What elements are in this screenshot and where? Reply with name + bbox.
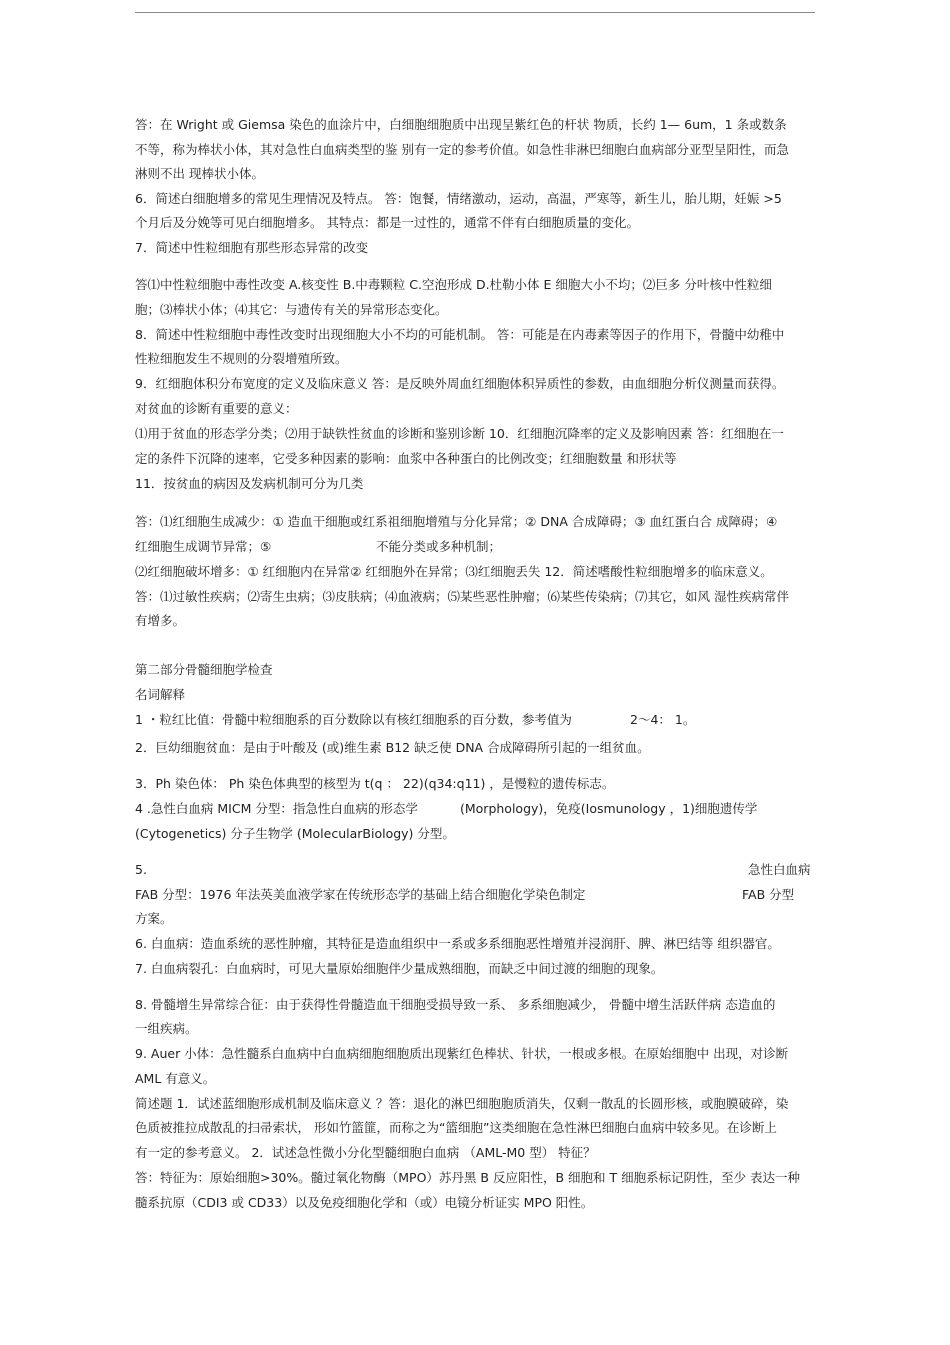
text-line: AML 有意义。 bbox=[135, 1071, 216, 1086]
text-line: 11．按贫血的病因及发病机制可分为几类 bbox=[135, 476, 364, 491]
text-line: 名词解释 bbox=[135, 687, 186, 702]
text-line: 有增多。 bbox=[135, 613, 186, 628]
text-fragment: 不能分类或多种机制； bbox=[376, 539, 502, 554]
header-rule bbox=[135, 12, 815, 13]
text-line: 2．巨幼细胞贫血：是由于叶酸及 (或)维生素 B12 缺乏使 DNA 合成障碍所引起的一组贫血。 bbox=[135, 740, 650, 755]
text-line: 色质被推拉成散乱的扫帚索状， 形如竹篮篚，而称之为“篮细胞”这类细胞在急性淋巴细胞白血病中较多见。在诊断上 bbox=[135, 1120, 777, 1135]
text-line: 髓系抗原（CDI3 或 CD33）以及免疫细胞化学和（或）电镜分析证实 MPO 阳性。 bbox=[135, 1195, 594, 1210]
text-line: (Cytogenetics) 分子生物学 (MolecularBiology) 分型。 bbox=[135, 826, 455, 841]
text-line: 答：特征为：原始细胞>30%。髓过氧化物酶（MPO）苏丹黑 B 反应阳性，B 细胞和 T 细胞系标记阴性，至少 表达一种 bbox=[135, 1170, 801, 1185]
text-fragment: 急性白血病 bbox=[748, 862, 811, 877]
text-line: ⑵红细胞破坏增多：① 红细胞内在异常② 红细胞外在异常；⑶红细胞丢失 12．简述嗜酸性粒细胞增多的临床意义。 bbox=[135, 564, 773, 579]
text-line: 答⑴中性粒细胞中毒性改变 A.核变性 B.中毒颗粒 C.空泡形成 D.杜勒小体 E 细胞大小不均；⑵巨多 分叶核中性粒细 bbox=[135, 277, 772, 292]
text-line: 8. 骨髓增生异常综合征：由于获得性骨髓造血干细胞受损导致一系、 多系细胞减少， 骨髓中增生活跃伴病 态造血的 bbox=[135, 997, 776, 1012]
text-line: 对贫血的诊断有重要的意义： bbox=[135, 401, 298, 416]
text-fragment: (Morphology)，免疫(Iosmunology ，1)细胞遗传学 bbox=[460, 801, 758, 816]
text-line: 性粒细胞发生不规则的分裂增殖所致。 bbox=[135, 351, 348, 366]
text-line: 1 ・粒红比值：骨髓中粒细胞系的百分数除以有核红细胞系的百分数，参考值为 bbox=[135, 712, 572, 727]
text-line: 3．Ph 染色体： Ph 染色体典型的核型为 t(q ： 22)(q34:q11) ，是慢粒的遗传标志。 bbox=[135, 776, 615, 791]
text-line: 淋则不出 现棒状小体。 bbox=[135, 166, 264, 181]
text-line: 6. 白血病：造血系统的恶性肿瘤，其特征是造血组织中一系或多系细胞恶性增殖并浸润肝、脾、淋巴结等 组织器官。 bbox=[135, 936, 780, 951]
text-line: 简述题 1．试述蓝细胞形成机制及临床意义 ？答：退化的淋巴细胞胞质消失，仅剩一散乱的长圆形核，或胞膜破碎，染 bbox=[135, 1096, 789, 1111]
text-line: 不等，称为棒状小体，其对急性白血病类型的鉴 别有一定的参考价值。如急性非淋巴细胞白血病部分亚型呈阳性，而急 bbox=[135, 142, 789, 157]
text-line: 有一定的参考意义。 2．试述急性微小分化型髓细胞白血病 （AML-M0 型） 特征？ bbox=[135, 1145, 596, 1160]
text-line: 6．简述白细胞增多的常见生理情况及特点。 答：饱餐，情绪激动，运动，高温，严寒等，新生儿，胎儿期，妊娠 >5 bbox=[135, 191, 782, 206]
text-line: 答：在 Wright 或 Giemsa 染色的血涂片中，白细胞细胞质中出现呈紫红色的杆状 物质，长约 1— 6um，1 条或数条 bbox=[135, 117, 787, 132]
text-line: 定的条件下沉降的速率，它受多种因素的影响：血浆中各种蛋白的比例改变；红细胞数量 和形状等 bbox=[135, 451, 677, 466]
text-line: 5. bbox=[135, 862, 147, 877]
text-line: 9．红细胞体积分布宽度的定义及临床意义 答：是反映外周血红细胞体积异质性的参数，由血细胞分析仪测量而获得。 bbox=[135, 376, 785, 391]
text-line: 8．简述中性粒细胞中毒性改变时出现细胞大小不均的可能机制。 答：可能是在内毒素等因子的作用下，骨髓中幼稚中 bbox=[135, 327, 785, 342]
text-line: 7. 白血病裂孔：白血病时，可见大量原始细胞伴少量成熟细胞，而缺乏中间过渡的细胞的现象。 bbox=[135, 961, 664, 976]
text-line: 4 .急性白血病 MICM 分型：指急性白血病的形态学 bbox=[135, 801, 418, 816]
text-line: 胞；⑶棒状小体；⑷其它：与遗传有关的异常形态变化。 bbox=[135, 302, 448, 317]
text-line: 第二部分骨髓细胞学检查 bbox=[135, 662, 273, 677]
text-line: 7．简述中性粒细胞有那些形态异常的改变 bbox=[135, 240, 368, 255]
text-line: FAB 分型：1976 年法英美血液学家在传统形态学的基础上结合细胞化学染色制定 bbox=[135, 887, 586, 902]
text-line: ⑴用于贫血的形态学分类；⑵用于缺铁性贫血的诊断和鉴别诊断 10．红细胞沉降率的定义及影响因素 答：红细胞在一 bbox=[135, 426, 784, 441]
text-line: 9. Auer 小体：急性髓系白血病中白血病细胞细胞质出现紫红色棒状、针状，一根或多根。在原始细胞中 出现，对诊断 bbox=[135, 1046, 789, 1061]
text-line: 答：⑴过敏性疾病；⑵寄生虫病；⑶皮肤病；⑷血液病；⑸某些恶性肿瘤；⑹某些传染病；⑺其它，如风 湿性疾病常伴 bbox=[135, 589, 789, 604]
text-line: 方案。 bbox=[135, 911, 173, 926]
text-line: 答：⑴红细胞生成减少：① 造血干细胞或红系祖细胞增殖与分化异常；② DNA 合成障碍；③ 血红蛋白合 成障碍；④ bbox=[135, 514, 778, 529]
text-line: 一组疾病。 bbox=[135, 1021, 198, 1036]
text-fragment: 2～4： 1。 bbox=[630, 712, 696, 727]
text-line: 红细胞生成调节异常；⑤ bbox=[135, 539, 272, 554]
text-fragment: FAB 分型 bbox=[742, 887, 795, 902]
text-line: 个月后及分娩等可见白细胞增多。 其特点：都是一过性的，通常不伴有白细胞质量的变化。 bbox=[135, 215, 639, 230]
